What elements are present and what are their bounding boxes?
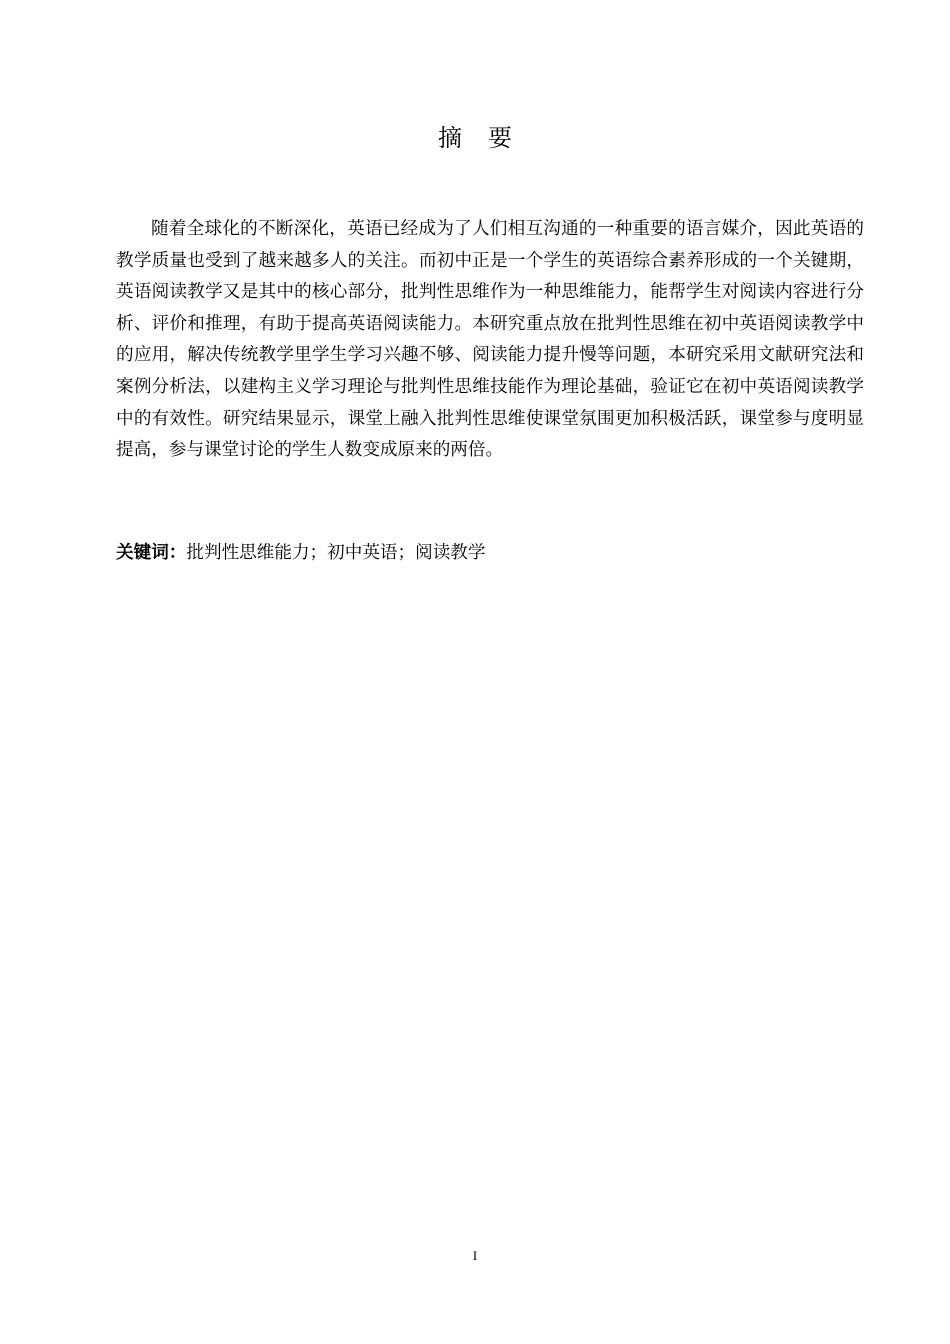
abstract-paragraph: 随着全球化的不断深化，英语已经成为了人们相互沟通的一种重要的语言媒介，因此英语的教学质量也受到了越来越多人的关注。而初中正是一个学生的英语综合素养形成的一个关键期，英语阅读教学又是其中的核心部分，批判性思维作为一种思维能力，能帮学生对阅读内容进行分析、评价和推理，有助于提高英语阅读能力。本研究重点放在批判性思维在初中英语阅读教学中的应用，解决传统教学里学生学习兴趣不够、阅读能力提升慢等问题，本研究采用文献研究法和案例分析法，以建构主义学习理论与批判性思维技能作为理论基础，验证它在初中英语阅读教学中的有效性。研究结果显示，课堂上融入批判性思维使课堂氛围更加积极活跃，课堂参与度明显提高，参与课堂讨论的学生人数变成原来的两倍。: [116, 219, 864, 461]
keywords-text: 批判性思维能力；初中英语；阅读教学: [186, 543, 486, 563]
title-char-1: 摘: [438, 124, 462, 152]
title-char-2: 要: [488, 124, 512, 152]
page-number: I: [472, 1248, 478, 1263]
keywords-line: [116, 538, 864, 570]
abstract-title: [0, 120, 950, 156]
keywords-label: 关键词：: [116, 543, 187, 563]
